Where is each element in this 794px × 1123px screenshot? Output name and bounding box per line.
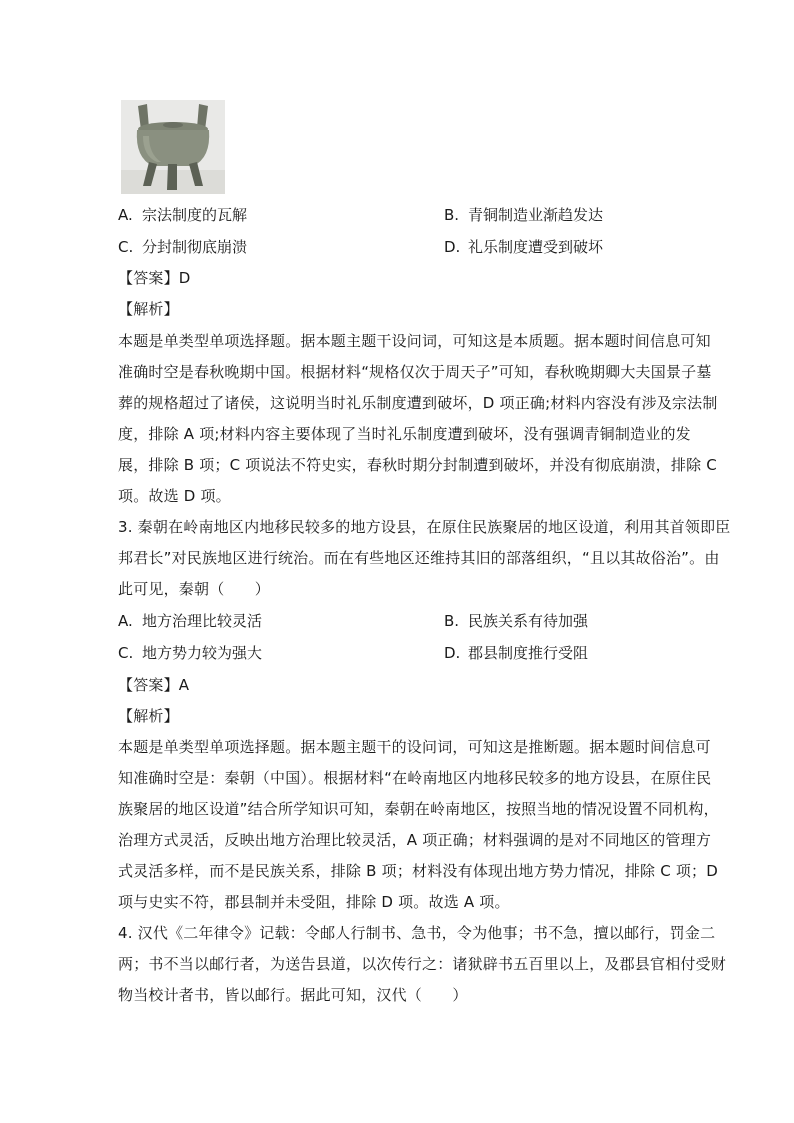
option-letter: D. [444,644,461,662]
q3-option-b [444,611,588,631]
q3-analysis-heading: 【解析】 [118,707,179,725]
q3-answer: 【答案】A [118,676,190,694]
option-letter: C. [118,644,134,662]
q2-analysis-line: 本题是单类型单项选择题。据本题主题干设问词，可知这是本质题。据本题时间信息可知 [118,332,711,350]
q3-option-c [118,643,262,663]
q4-stem-line: 两；书不当以邮行者，为送告县道，以次传行之：诸狱辟书五百里以上，及郡县官相付受财 [118,955,727,973]
option-text: 郡县制度推行受阻 [468,644,589,662]
option-text: 分封制彻底崩溃 [142,238,248,256]
q3-stem-line: 此可见，秦朝（ ） [118,580,271,598]
q2-option-d [444,237,603,257]
q2-answer: 【答案】D [118,269,191,287]
q3-analysis-line: 项与史实不符，郡县制并未受阻，排除 D 项。故选 A 项。 [118,893,510,911]
option-letter: A. [118,612,133,630]
q3-analysis-line: 治理方式灵活，反映出地方治理比较灵活，A 项正确；材料强调的是对不同地区的管理方 [118,831,712,849]
ding-vessel-picture [121,100,225,194]
q3-option-d [444,643,588,663]
q3-analysis-line: 式灵活多样，而不是民族关系，排除 B 项；材料没有体现出地方势力情况，排除 C 项；D [118,862,718,880]
q2-option-a [118,205,247,225]
option-text: 礼乐制度遭受到破坏 [468,238,604,256]
option-text: 地方治理比较灵活 [142,612,263,630]
q2-option-c [118,237,247,257]
q3-analysis-line: 族聚居的地区设道”结合所学知识可知，秦朝在岭南地区，按照当地的情况设置不同机构， [118,800,719,818]
q3-stem-line: 3. 秦朝在岭南地区内地移民较多的地方设县，在原住民族聚居的地区设道，利用其首领即臣 [118,518,731,536]
option-text: 青铜制造业渐趋发达 [468,206,604,224]
q2-analysis-line: 展，排除 B 项；C 项说法不符史实，春秋时期分封制遭到破坏，并没有彻底崩溃，排除 C [118,456,717,474]
q3-analysis-line: 知准确时空是：秦朝（中国）。根据材料“在岭南地区内地移民较多的地方设县，在原住民 [118,769,712,787]
option-text: 宗法制度的瓦解 [142,206,248,224]
option-text: 地方势力较为强大 [142,644,263,662]
q4-stem-line: 4. 汉代《二年律令》记载：令邮人行制书、急书，令为他事；书不急，擅以邮行，罚金二 [118,924,716,942]
q3-stem-line: 邦君长”对民族地区进行统治。而在有些地区还维持其旧的部落组织，“且以其故俗治”。由 [118,549,720,567]
q2-analysis-heading: 【解析】 [118,300,179,318]
option-letter: D. [444,238,461,256]
q2-analysis-line: 项。故选 D 项。 [118,487,231,505]
q3-analysis-line: 本题是单类型单项选择题。据本题主题干的设问词，可知这是推断题。据本题时间信息可 [118,738,711,756]
q2-option-b [444,205,603,225]
q4-stem-line: 物当校计者书，皆以邮行。据此可知，汉代（ ） [118,986,468,1004]
option-letter: B. [444,612,460,630]
q3-option-a [118,611,262,631]
option-letter: A. [118,206,133,224]
option-text: 民族关系有待加强 [468,612,589,630]
q2-analysis-line: 准确时空是春秋晚期中国。根据材料“规格仅次于周天子”可知，春秋晚期卿大夫国景子墓 [118,363,712,381]
option-letter: C. [118,238,134,256]
q2-analysis-line: 度，排除 A 项;材料内容主要体现了当时礼乐制度遭到破坏，没有强调青铜制造业的发 [118,425,691,443]
bronze-vessel-image [121,100,225,194]
q2-analysis-line: 葬的规格超过了诸侯，这说明当时礼乐制度遭到破坏，D 项正确;材料内容没有涉及宗法制 [118,394,718,412]
option-letter: B. [444,206,460,224]
